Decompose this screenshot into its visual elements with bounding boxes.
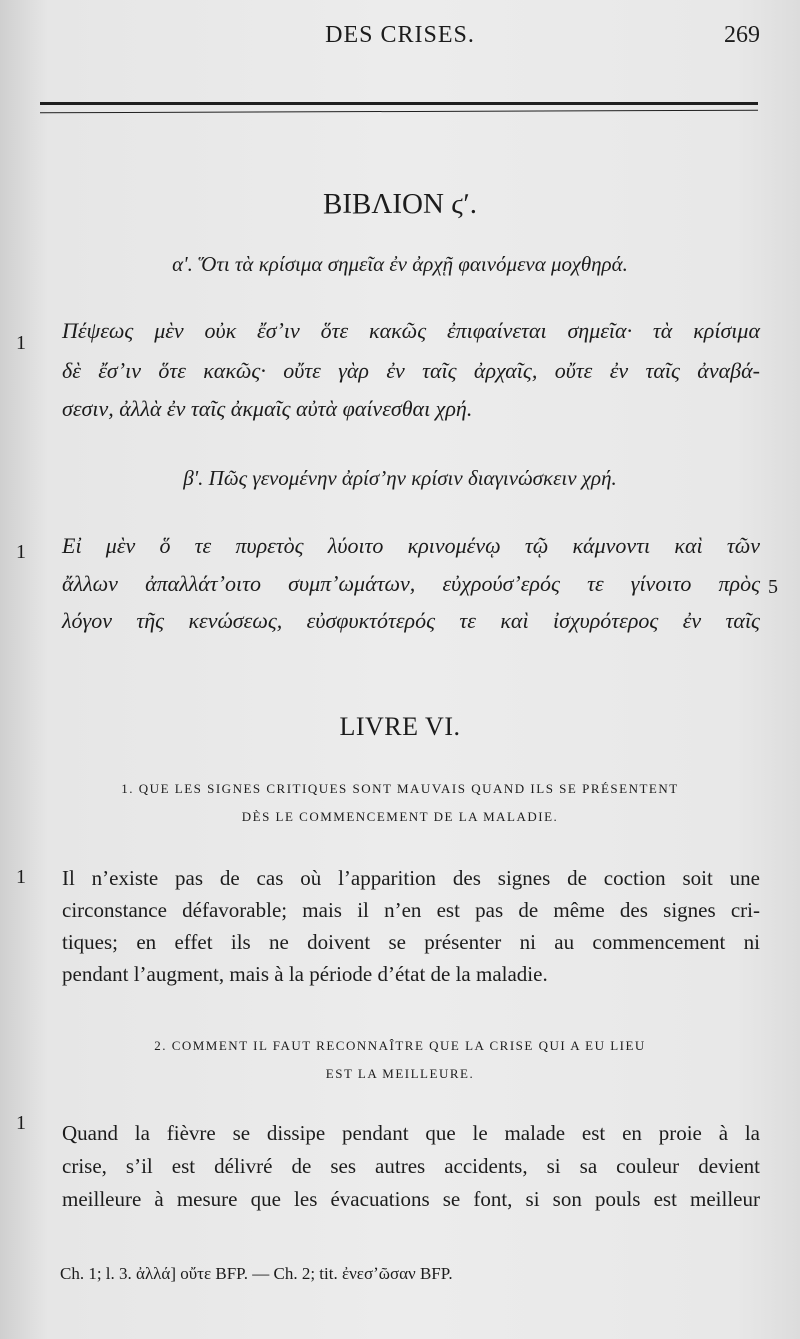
greek-section-2-line-3: λόγον τῆς κενώσεως, εὐσφυκτότερός τε καὶ ἰσχυρότερος ἐν ταῖς: [62, 608, 760, 633]
french-section-1-heading-line-2: DÈS LE COMMENCEMENT DE LA MALADIE.: [241, 809, 559, 824]
french-section-2-heading-line-1: 2. COMMENT IL FAUT RECONNAÎTRE QUE LA CRISE QUI A EU LIEU: [154, 1038, 646, 1053]
french-section-2-line-1: Quand la fièvre se dissipe pendant que le malade est en proie à la: [62, 1121, 760, 1145]
french-book-title: LIVRE VI.: [339, 712, 461, 741]
greek-section-1-line-2: δὲ ἔσʼιν ὅτε κακῶς· οὔτε γὰρ ἐν ταῖς ἀρχαῖς, οὔτε ἐν ταῖς ἀναβά-: [62, 358, 760, 383]
french-section-1-heading: [40, 775, 760, 831]
greek-section-1-line-1: Πέψεως μὲν οὐκ ἔσʼιν ὅτε κακῶς ἐπιφαίνεται σημεῖα· τὰ κρίσιμα: [62, 318, 760, 343]
footnote-apparatus: Ch. 1; l. 3. ἀλλά] οὔτε BFP. — Ch. 2; tit. ἐνεσʼῶσαν BFP.: [60, 1264, 453, 1283]
greek-section-2-line-2: ἄλλων ἀπαλλάτʼοιτο συμπʼωμάτων, εὐχρούσʼερός τε γίνοιτο πρὸς: [62, 571, 760, 596]
french-section-1-line-3: tiques; en effet ils ne doivent se présenter ni au commencement ni: [62, 930, 760, 954]
greek-section-1-margin-number: 1: [16, 332, 26, 354]
french-section-2-margin-number: 1: [16, 1112, 26, 1134]
greek-section-2-line-1: Εἰ μὲν ὅ τε πυρετὸς λύοιτο κρινομένῳ τῷ κάμνοντι καὶ τῶν: [62, 533, 760, 558]
running-head: [40, 22, 760, 52]
greek-section-2-heading: βʹ. Πῶς γενομένην ἀρίσʼην κρίσιν διαγινώσκειν χρή.: [183, 466, 617, 490]
french-section-1-line-2: circonstance défavorable; mais il n’en est pas de même des signes cri-: [62, 898, 760, 922]
french-section-1-margin-number: 1: [16, 866, 26, 888]
header-rule-thin: [40, 110, 758, 114]
french-section-2-heading: [40, 1032, 760, 1088]
french-section-1-line-4: pendant l’augment, mais à la période d’état de la maladie.: [62, 962, 548, 986]
greek-section-1-heading: αʹ. Ὅτι τὰ κρίσιμα σημεῖα ἐν ἀρχῇ φαινόμενα μοχθηρά.: [172, 252, 628, 276]
french-section-2-line-3: meilleure à mesure que les évacuations se font, si son pouls est meilleur: [62, 1187, 760, 1211]
french-section-2-line-2: crise, s’il est délivré de ses autres accidents, si sa couleur devient: [62, 1154, 760, 1178]
greek-line-number-5: 5: [768, 576, 778, 598]
greek-section-1-line-3: σεσιν, ἀλλὰ ἐν ταῖς ἀκμαῖς αὐτὰ φαίνεσθαι χρή.: [62, 396, 473, 421]
page-number: 269: [724, 22, 760, 48]
french-section-1-line-1: Il n’existe pas de cas où l’apparition des signes de coction soit une: [62, 866, 760, 890]
greek-book-title: ΒΙΒΛΙΟΝ ϛʹ.: [323, 188, 477, 220]
header-rule-thick: [40, 102, 758, 105]
french-section-1-heading-line-1: 1. QUE LES SIGNES CRITIQUES SONT MAUVAIS QUAND ILS SE PRÉSENTENT: [121, 781, 679, 796]
running-title: DES CRISES.: [325, 22, 475, 48]
french-section-2-heading-line-2: EST LA MEILLEURE.: [325, 1066, 475, 1081]
greek-section-2-margin-number: 1: [16, 541, 26, 563]
